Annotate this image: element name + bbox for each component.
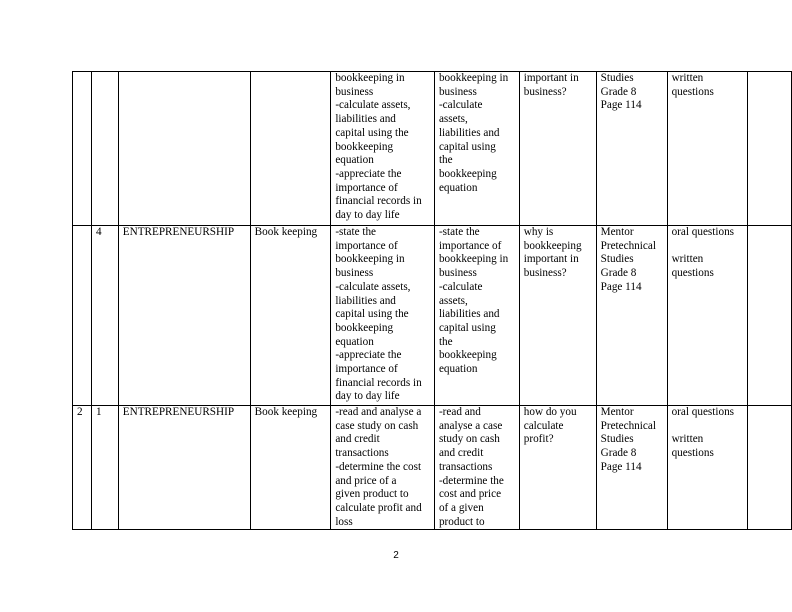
week-cell: 2	[73, 406, 92, 530]
key-inquiry-cell: why is bookkeeping important in business?	[519, 226, 596, 406]
strand-cell: ENTREPRENEURSHIP	[118, 406, 250, 530]
assessment-cell: oral questions written questions	[667, 406, 748, 530]
scheme-of-work-table	[72, 71, 792, 530]
learning-resources-cell: Mentor Pretechnical Studies Grade 8 Page 114	[596, 406, 667, 530]
learning-outcomes-cell: -state the importance of bookkeeping in business -calculate assets, liabilities and capital using the bookkeeping equation -appreciate the importance of financial records in day to day life	[331, 226, 435, 406]
lesson-cell	[91, 72, 118, 226]
learning-resources-cell: Mentor Pretechnical Studies Grade 8 Page 114	[596, 226, 667, 406]
learning-experiences-cell: -state the importance of bookkeeping in business -calculate assets, liabilities and capital using the bookkeeping equation	[434, 226, 519, 406]
lesson-cell: 1	[91, 406, 118, 530]
assessment-cell: oral questions written questions	[667, 226, 748, 406]
week-cell	[73, 72, 92, 226]
sub-strand-cell: Book keeping	[250, 226, 331, 406]
learning-experiences-cell: bookkeeping in business -calculate assets, liabilities and capital using the bookkeeping equation	[434, 72, 519, 226]
strand-cell	[118, 72, 250, 226]
sub-strand-cell: Book keeping	[250, 406, 331, 530]
page-number: 2	[393, 550, 399, 561]
assessment-cell: written questions	[667, 72, 748, 226]
learning-resources-cell: Studies Grade 8 Page 114	[596, 72, 667, 226]
table-row	[73, 72, 792, 226]
learning-outcomes-cell: -read and analyse a case study on cash and credit transactions -determine the cost and price of a given product to calculate profit and loss	[331, 406, 435, 530]
week-cell	[73, 226, 92, 406]
table-row	[73, 406, 792, 530]
table-row	[73, 226, 792, 406]
learning-outcomes-cell: bookkeeping in business -calculate assets, liabilities and capital using the bookkeeping equation -appreciate the importance of financial records in day to day life	[331, 72, 435, 226]
lesson-cell: 4	[91, 226, 118, 406]
sub-strand-cell	[250, 72, 331, 226]
reflection-cell	[748, 226, 792, 406]
key-inquiry-cell: important in business?	[519, 72, 596, 226]
learning-experiences-cell: -read and analyse a case study on cash and credit transactions -determine the cost and price of a given product to	[434, 406, 519, 530]
reflection-cell	[748, 72, 792, 226]
key-inquiry-cell: how do you calculate profit?	[519, 406, 596, 530]
strand-cell: ENTREPRENEURSHIP	[118, 226, 250, 406]
reflection-cell	[748, 406, 792, 530]
